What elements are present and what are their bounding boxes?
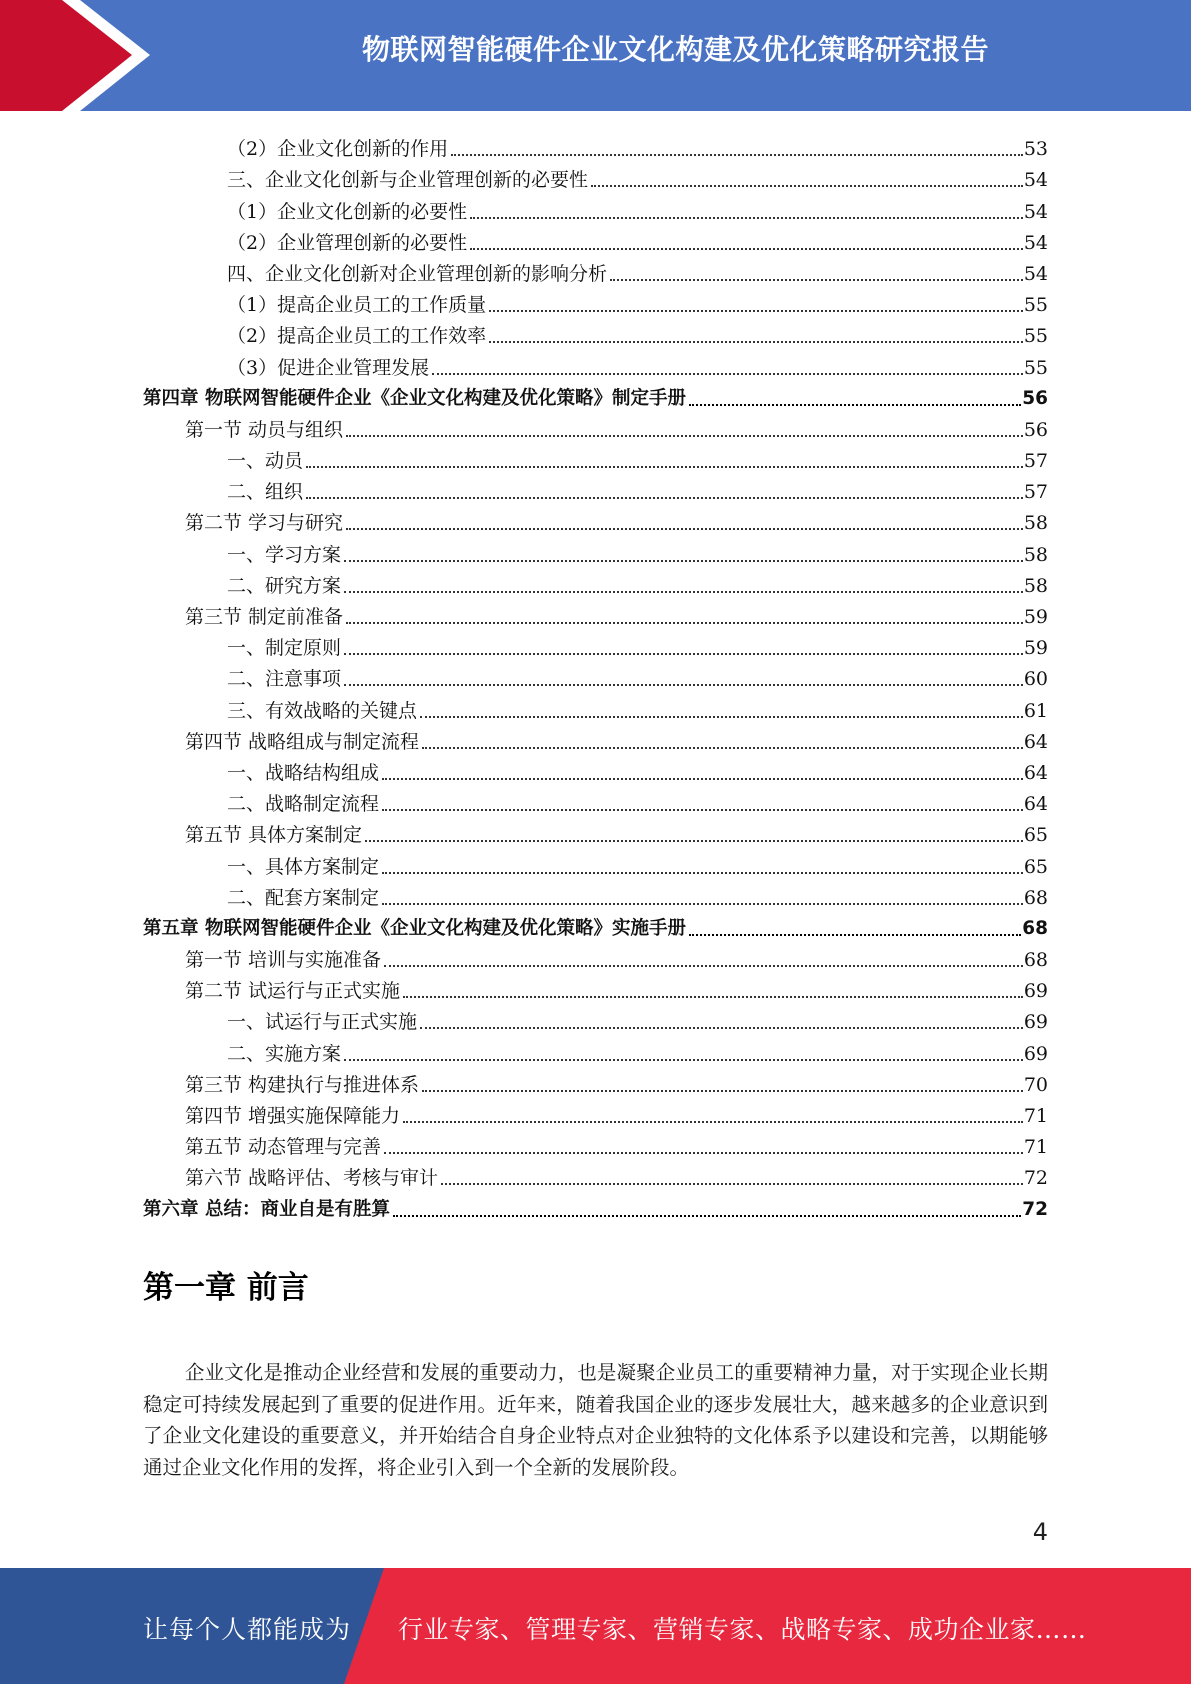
- toc-entry-page: 59: [1023, 606, 1048, 628]
- toc-dot-leader: [393, 1215, 1021, 1217]
- page-header: [0, 0, 1191, 111]
- toc-entry[interactable]: [143, 380, 1048, 411]
- toc-dot-leader: [689, 934, 1021, 936]
- toc-entry-page: 56: [1022, 387, 1048, 409]
- toc-entry[interactable]: [143, 660, 1048, 691]
- toc-entry[interactable]: [143, 1003, 1048, 1034]
- footer-slogan-left: 让每个人都能成为: [143, 1615, 352, 1644]
- toc-entry-title: 三、企业文化创新与企业管理创新的必要性: [227, 169, 589, 192]
- toc-entry[interactable]: [143, 192, 1048, 223]
- toc-entry-title: （3）促进企业管理发展: [227, 356, 430, 379]
- toc-dot-leader: [344, 560, 1023, 562]
- toc-entry-page: 59: [1023, 637, 1048, 660]
- toc-entry-title: 二、注意事项: [227, 668, 342, 691]
- toc-entry[interactable]: [143, 629, 1048, 660]
- toc-entry-title: 一、动员: [227, 450, 304, 473]
- toc-entry-title: 第六章 总结：商业自是有胜算: [143, 1198, 390, 1220]
- toc-entry[interactable]: [143, 754, 1048, 785]
- toc-entry-page: 60: [1023, 668, 1048, 691]
- toc-dot-leader: [365, 840, 1023, 842]
- toc-entry-title: 第一节 动员与组织: [185, 418, 344, 441]
- chapter-paragraph: 企业文化是推动企业经营和发展的重要动力，也是凝聚企业员工的重要精神力量，对于实现企业长期稳定可持续发展起到了重要的促进作用。近年来，随着我国企业的逐步发展壮大，越来越多的企业意识到了企业文化建设的重要意义，并开始结合自身企业特点对企业独特的文化体系予以建设和完善，以期能够通过企业文化作用的发挥，将企业引入到一个全新的发展阶段。: [143, 1361, 1048, 1479]
- toc-entry-page: 64: [1023, 793, 1048, 816]
- document-title: 物联网智能硬件企业文化构建及优化策略研究报告: [361, 33, 989, 66]
- toc-dot-leader: [470, 217, 1023, 219]
- toc-dot-leader: [382, 778, 1023, 780]
- toc-entry[interactable]: [143, 1159, 1048, 1190]
- toc-entry-page: 55: [1023, 294, 1048, 317]
- toc-entry[interactable]: [143, 1034, 1048, 1065]
- toc-entry-title: （1）提高企业员工的工作质量: [227, 294, 487, 317]
- toc-entry-page: 64: [1023, 730, 1048, 753]
- toc-entry-title: 第二节 试运行与正式实施: [185, 980, 401, 1003]
- toc-entry-title: （2）企业文化创新的作用: [227, 138, 449, 161]
- toc-entry-title: 四、企业文化创新对企业管理创新的影响分析: [227, 262, 608, 285]
- toc-entry-page: 72: [1022, 1198, 1048, 1220]
- toc-entry-page: 68: [1023, 886, 1048, 909]
- toc-entry-title: （2）提高企业员工的工作效率: [227, 325, 487, 348]
- toc-entry-page: 53: [1023, 138, 1048, 161]
- toc-dot-leader: [422, 747, 1023, 749]
- toc-entry-page: 72: [1023, 1167, 1048, 1190]
- toc-dot-leader: [384, 1152, 1023, 1154]
- toc-entry[interactable]: [143, 473, 1048, 504]
- toc-entry[interactable]: [143, 161, 1048, 192]
- toc-dot-leader: [441, 1183, 1023, 1185]
- toc-dot-leader: [489, 341, 1023, 343]
- toc-entry-page: 68: [1023, 949, 1048, 972]
- toc-entry-title: 第五章 物联网智能硬件企业《企业文化构建及优化策略》实施手册: [143, 917, 686, 939]
- toc-dot-leader: [344, 591, 1023, 593]
- toc-entry[interactable]: [143, 972, 1048, 1003]
- toc-entry-title: 一、制定原则: [227, 637, 342, 660]
- toc-entry[interactable]: [143, 1066, 1048, 1097]
- toc-entry-title: 三、有效战略的关键点: [227, 699, 418, 722]
- toc-dot-leader: [346, 528, 1023, 530]
- toc-entry[interactable]: [143, 598, 1048, 629]
- toc-entry-title: 第五节 具体方案制定: [185, 824, 363, 847]
- toc-entry-page: 54: [1023, 200, 1048, 223]
- toc-entry-title: 第四章 物联网智能硬件企业《企业文化构建及优化策略》制定手册: [143, 387, 686, 409]
- toc-dot-leader: [346, 435, 1023, 437]
- toc-entry[interactable]: [143, 504, 1048, 535]
- footer-slogan-right: 行业专家、管理专家、营销专家、战略专家、成功企业家……: [398, 1615, 1087, 1644]
- toc-entry-title: 第三节 构建执行与推进体系: [185, 1073, 420, 1096]
- toc-entry-page: 54: [1023, 262, 1048, 285]
- toc-entry-page: 58: [1023, 543, 1048, 566]
- page-footer: [0, 1568, 1191, 1684]
- toc-entry-page: 69: [1023, 980, 1048, 1003]
- toc-entry-title: 第六节 战略评估、考核与审计: [185, 1167, 439, 1190]
- toc-entry-page: 54: [1023, 169, 1048, 192]
- toc-dot-leader: [346, 622, 1023, 624]
- toc-dot-leader: [420, 716, 1023, 718]
- toc-entry-page: 61: [1023, 699, 1048, 722]
- toc-entry[interactable]: [143, 442, 1048, 473]
- toc-entry-page: 71: [1023, 1105, 1048, 1127]
- toc-dot-leader: [382, 809, 1023, 811]
- toc-entry-page: 55: [1023, 325, 1048, 348]
- toc-entry[interactable]: [143, 941, 1048, 972]
- toc-entry[interactable]: [143, 130, 1048, 161]
- toc-dot-leader: [689, 404, 1021, 406]
- toc-dot-leader: [344, 684, 1023, 686]
- toc-entry[interactable]: [143, 411, 1048, 442]
- toc-entry-title: 一、战略结构组成: [227, 761, 380, 784]
- toc-dot-leader: [470, 248, 1023, 250]
- toc-entry[interactable]: [143, 567, 1048, 598]
- toc-entry[interactable]: [143, 847, 1048, 878]
- toc-dot-leader: [382, 903, 1023, 905]
- toc-dot-leader: [344, 653, 1023, 655]
- toc-entry[interactable]: [143, 1190, 1048, 1221]
- toc-entry-title: 二、组织: [227, 481, 304, 504]
- toc-entry-title: 第一节 培训与实施准备: [185, 949, 382, 972]
- toc-entry-page: 56: [1023, 418, 1048, 441]
- toc-dot-leader: [420, 1027, 1023, 1029]
- toc-entry-title: 第二节 学习与研究: [185, 512, 344, 535]
- toc-entry[interactable]: [143, 535, 1048, 566]
- toc-entry[interactable]: [143, 785, 1048, 816]
- toc-entry-page: 65: [1023, 824, 1048, 847]
- toc-dot-leader: [306, 466, 1023, 468]
- header-chevron-logo: [0, 0, 160, 111]
- toc-dot-leader: [451, 154, 1023, 156]
- toc-dot-leader: [384, 965, 1023, 967]
- toc-entry-title: 二、配套方案制定: [227, 886, 380, 909]
- toc-entry-title: （2）企业管理创新的必要性: [227, 231, 468, 254]
- toc-entry[interactable]: [143, 1128, 1048, 1159]
- toc-entry[interactable]: [143, 317, 1048, 348]
- toc-entry-title: 二、实施方案: [227, 1042, 342, 1065]
- chapter-heading: 第一章 前言: [143, 1270, 309, 1306]
- toc-entry-title: （1）企业文化创新的必要性: [227, 200, 468, 223]
- toc-dot-leader: [489, 310, 1023, 312]
- toc-entry[interactable]: [143, 723, 1048, 754]
- toc-entry[interactable]: [143, 910, 1048, 941]
- toc-entry-page: 55: [1023, 356, 1048, 379]
- toc-entry-page: 57: [1023, 450, 1048, 473]
- toc-entry-page: 54: [1023, 231, 1048, 254]
- toc-entry-page: 69: [1023, 1042, 1048, 1065]
- toc-entry-title: 二、战略制定流程: [227, 793, 380, 816]
- toc-entry[interactable]: [143, 224, 1048, 255]
- toc-entry-title: 第三节 制定前准备: [185, 606, 344, 628]
- toc-dot-leader: [591, 185, 1023, 187]
- toc-entry-title: 第五节 动态管理与完善: [185, 1136, 382, 1159]
- toc-entry[interactable]: [143, 879, 1048, 910]
- toc-entry-page: 65: [1023, 855, 1048, 878]
- toc-entry[interactable]: [143, 255, 1048, 286]
- toc-entry-title: 一、试运行与正式实施: [227, 1011, 418, 1034]
- toc-dot-leader: [306, 497, 1023, 499]
- table-of-contents: [143, 130, 1048, 1222]
- toc-entry-title: 二、研究方案: [227, 574, 342, 597]
- toc-entry-page: 68: [1022, 917, 1048, 939]
- toc-entry-page: 69: [1023, 1011, 1048, 1034]
- toc-dot-leader: [403, 996, 1023, 998]
- page-number: 4: [1032, 1518, 1048, 1546]
- toc-entry-page: 58: [1023, 574, 1048, 597]
- toc-entry[interactable]: [143, 1097, 1048, 1128]
- toc-dot-leader: [432, 373, 1023, 375]
- toc-dot-leader: [610, 279, 1023, 281]
- toc-entry-title: 一、具体方案制定: [227, 855, 380, 878]
- toc-entry-page: 71: [1023, 1136, 1048, 1159]
- toc-entry-title: 第四节 战略组成与制定流程: [185, 730, 420, 753]
- toc-entry[interactable]: [143, 691, 1048, 722]
- toc-entry-page: 70: [1023, 1073, 1048, 1096]
- toc-dot-leader: [403, 1121, 1023, 1123]
- toc-entry-page: 64: [1023, 761, 1048, 784]
- toc-entry[interactable]: [143, 286, 1048, 317]
- toc-dot-leader: [344, 1059, 1023, 1061]
- toc-entry-title: 第四节 增强实施保障能力: [185, 1105, 401, 1127]
- toc-entry[interactable]: [143, 816, 1048, 847]
- toc-dot-leader: [382, 872, 1023, 874]
- toc-entry-page: 58: [1023, 512, 1048, 535]
- toc-entry-title: 一、学习方案: [227, 543, 342, 566]
- toc-entry-page: 57: [1023, 481, 1048, 504]
- toc-dot-leader: [422, 1090, 1023, 1092]
- toc-entry[interactable]: [143, 348, 1048, 379]
